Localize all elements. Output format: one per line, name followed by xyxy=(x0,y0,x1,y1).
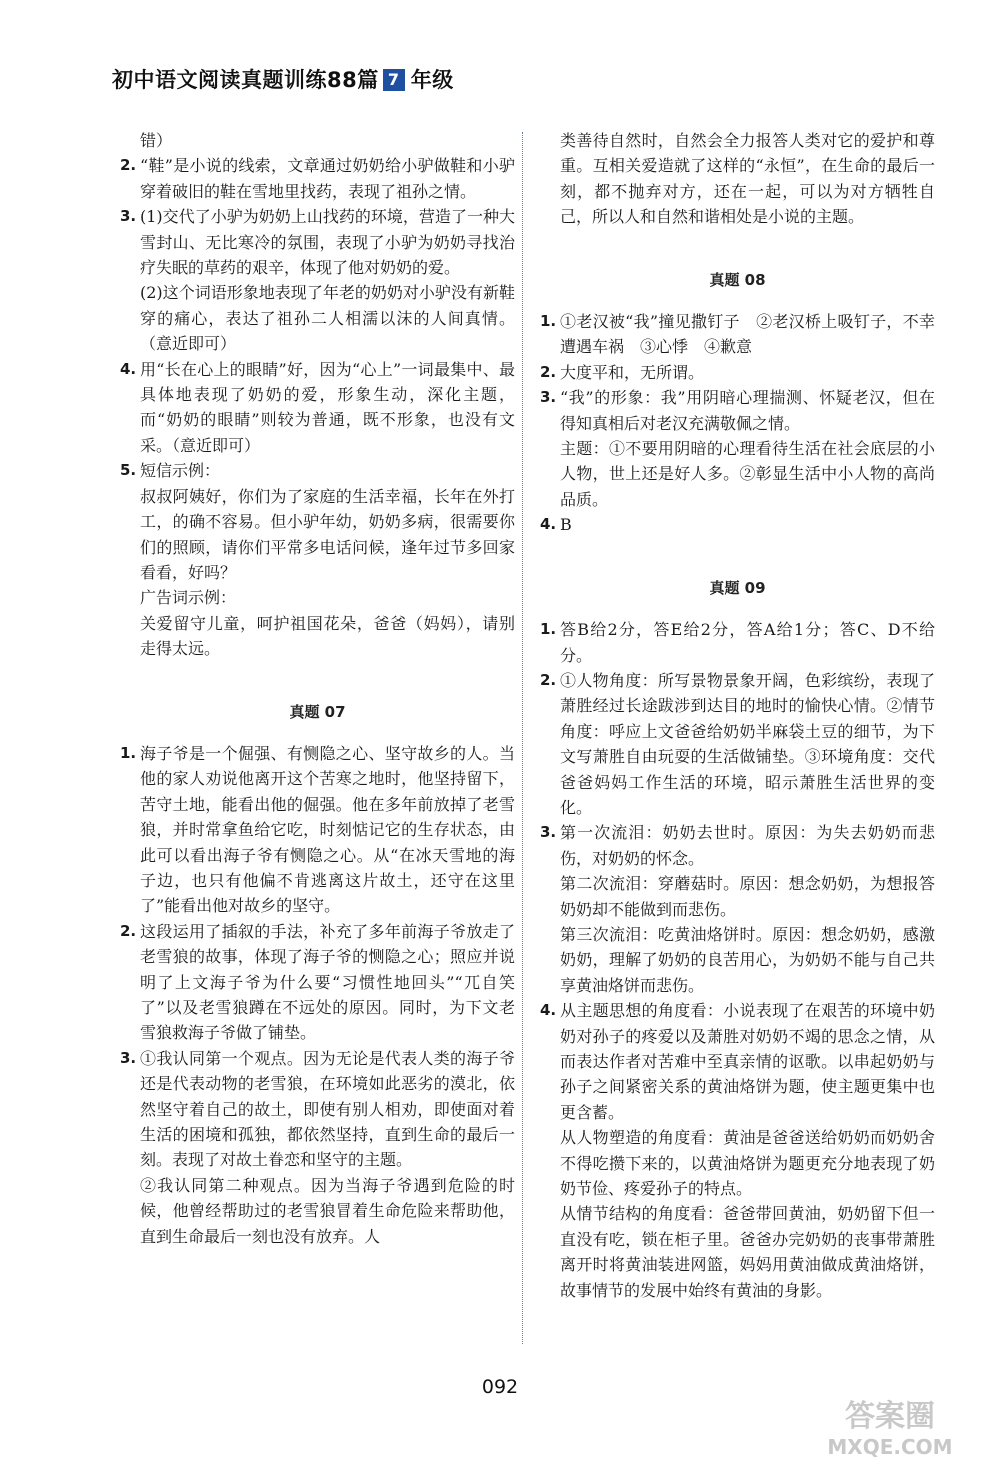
item-paragraph: ②我认同第二种观点。因为当海子爷遇到危险的时候，他曾经帮助过的老雪狼冒着生命危险来帮助他，直到生命最后一刻也没有放弃。人 xyxy=(140,1175,515,1246)
answer-item xyxy=(120,204,515,280)
item-number: 2. xyxy=(540,670,557,689)
watermark-line2: MXQE.COM xyxy=(827,1435,953,1459)
item-paragraph: 叔叔阿姨好，你们为了家庭的生活幸福，长年在外打工，的确不容易。但小驴年幼，奶奶多病，很需要你们的照顾，请你们平常多电话问候，逢年过节多回家看看，好吗？ xyxy=(140,486,515,582)
grade-badge: 7 xyxy=(383,69,405,91)
answer-item xyxy=(120,741,515,919)
item-paragraph: 关爱留守儿童，呵护祖国花朵，爸爸（妈妈），请别走得太远。 xyxy=(140,613,515,659)
item-text: ①人物角度：所写景物景象开阔，色彩缤纷，表现了萧胜经过长途跋涉到达目的地时的愉快心情。②情节角度：呼应上文爸爸给奶奶半麻袋土豆的细节，为下文写萧胜自由玩耍的生活做铺垫。③环境角度：交代爸爸妈妈工作生活的环境，昭示萧胜生活世界的变化。 xyxy=(560,670,935,817)
section-title-09: 真题 09 xyxy=(709,578,766,597)
header-title: 初中语文阅读真题训练88篇 xyxy=(112,68,379,92)
item-text: (1)交代了小驴为奶奶上山找药的环境，营造了一种大雪封山、无比寒冷的氛围，表现了小驴为奶奶寻找治疗失眠的草药的艰辛，体现了他对奶奶的爱。 xyxy=(140,207,515,278)
page-number: 092 xyxy=(481,1376,519,1398)
item-number: 4. xyxy=(540,1001,557,1020)
item-number: 1. xyxy=(120,743,137,762)
answer-item xyxy=(540,998,935,1125)
item-paragraph: 第二次流泪：穿蘑菇时。原因：想念奶奶，为想报答奶奶却不能做到而悲伤。 xyxy=(560,874,935,919)
column-divider xyxy=(522,132,523,1344)
item-number: 3. xyxy=(540,388,557,407)
item-text: 用“长在心上的眼睛”好，因为“心上”一词最集中、最具体地表现了奶奶的爱，形象生动，深化主题，而“奶奶的眼睛”则较为普通，既不形象，也没有文采。（意近即可） xyxy=(140,359,515,455)
item-text: 答B给2分，答E给2分，答A给1分；答C、D不给分。 xyxy=(560,620,935,665)
continued-text: 类善待自然时，自然会全力报答人类对它的爱护和尊重。互相关爱造就了这样的“永恒”，在生命的最后一刻，都不抛弃对方，还在一起，可以为对方牺牲自己，所以人和自然和谐相处是小说的主题。 xyxy=(560,131,935,227)
item-paragraph: 从人物塑造的角度看：黄油是爸爸送给奶奶而奶奶舍不得吃攒下来的，以黄油烙饼为题更充分地表现了奶奶节俭、疼爱孙子的特点。 xyxy=(560,1128,935,1199)
item-number: 3. xyxy=(120,207,137,226)
answer-item xyxy=(540,820,935,871)
answer-item xyxy=(540,617,935,668)
item-number: 1. xyxy=(540,620,557,639)
answer-item xyxy=(540,512,935,537)
answer-item xyxy=(120,357,515,459)
header-grade-suffix: 年级 xyxy=(410,68,454,92)
answer-item xyxy=(120,1046,515,1173)
item-number: 2. xyxy=(120,921,137,940)
item-paragraph: 从情节结构的角度看：爸爸带回黄油，奶奶留下但一直没有吃，锁在柜子里。爸爸办完奶奶的丧事带萧胜离开时将黄油装进网篮，妈妈用黄油做成黄油烙饼，故事情节的发展中始终有黄油的身影。 xyxy=(560,1204,935,1300)
item-text: 大度平和，无所谓。 xyxy=(560,362,705,382)
item-number: 3. xyxy=(540,823,557,842)
item-paragraph: 广告词示例： xyxy=(140,588,237,608)
watermark-line1: 答案圈 xyxy=(845,1399,935,1434)
item-number: 1. xyxy=(540,312,557,331)
answer-item xyxy=(120,919,515,1046)
item-text: “我”的形象：我”用阴暗心理揣测、怀疑老汉，但在得知真相后对老汉充满敬佩之情。 xyxy=(560,388,935,433)
item-text: 这段运用了插叙的手法，补充了多年前海子爷放走了老雪狼的故事，体现了海子爷的恻隐之心；照应并说明了上文海子爷为什么要“习惯性地回头”“兀自笑了”以及老雪狼蹲在不远处的原因。同时，为下文老雪狼救海子爷做了铺垫。 xyxy=(140,921,515,1043)
item-text: ①老汉被“我”撞见撒钉子 ②老汉桥上吸钉子，不幸遭遇车祸 ③心悸 ④歉意 xyxy=(560,312,935,357)
left-column xyxy=(120,128,515,1249)
section-title-07: 真题 07 xyxy=(289,702,346,721)
continued-text: 错） xyxy=(140,131,173,150)
answer-item xyxy=(540,668,935,820)
item-text: B xyxy=(560,515,572,535)
answer-item xyxy=(540,360,935,385)
item-text: 从主题思想的角度看：小说表现了在艰苦的环境中奶奶对孙子的疼爱以及萧胜对奶奶不竭的思念之情，从而表达作者对苦难中至真亲情的讴歌。以串起奶奶与孙子之间紧密关系的黄油烙饼为题，使主题更集中也更含蓄。 xyxy=(560,1001,935,1122)
item-text: ①我认同第一个观点。因为无论是代表人类的海子爷还是代表动物的老雪狼，在环境如此恶劣的漠北，依然坚守着自己的故土，即使有别人相劝，即使面对着生活的困境和孤独，都依然坚持，直到生命的最后一刻。表现了对故土眷恋和坚守的主题。 xyxy=(140,1048,515,1170)
item-number: 3. xyxy=(120,1048,137,1067)
answer-item xyxy=(540,385,935,436)
answer-item xyxy=(120,153,515,204)
item-number: 5. xyxy=(120,461,137,480)
item-paragraph: 主题：①不要用阴暗的心理看待生活在社会底层的小人物，世上还是好人多。②彰显生活中小人物的高尚品质。 xyxy=(560,439,935,509)
answer-item xyxy=(540,309,935,360)
item-text: 海子爷是一个倔强、有恻隐之心、坚守故乡的人。当他的家人劝说他离开这个苦寒之地时，他坚持留下，苦守土地，能看出他的倔强。他在多年前放掉了老雪狼，并时常拿鱼给它吃，时刻惦记它的生存状态，由此可以看出海子爷有恻隐之心。从“在冰天雪地的海子边，也只有他偏不肯逃离这片故土，还守在这里了”能看出他对故乡的坚守。 xyxy=(140,743,515,916)
item-number: 4. xyxy=(540,515,557,534)
right-column xyxy=(540,128,935,1303)
item-text: 第一次流泪：奶奶去世时。原因：为失去奶奶而悲伤，对奶奶的怀念。 xyxy=(560,823,935,868)
item-number: 4. xyxy=(120,359,137,378)
item-text: 短信示例： xyxy=(140,461,221,481)
section-title-08: 真题 08 xyxy=(709,270,766,289)
item-number: 2. xyxy=(120,156,137,175)
item-number: 2. xyxy=(540,362,557,381)
book-header xyxy=(112,64,454,94)
item-text: “鞋”是小说的线索，文章通过奶奶给小驴做鞋和小驴穿着破旧的鞋在雪地里找药，表现了祖孙之情。 xyxy=(140,156,515,201)
watermark-logo xyxy=(790,1392,990,1462)
item-paragraph: (2)这个词语形象地表现了年老的奶奶对小驴没有新鞋穿的痛心，表达了祖孙二人相濡以沫的人间真情。（意近即可） xyxy=(140,283,515,354)
item-paragraph: 第三次流泪：吃黄油烙饼时。原因：想念奶奶，感激奶奶，理解了奶奶的良苦用心，为奶奶不能与自己共享黄油烙饼而悲伤。 xyxy=(560,924,935,995)
answer-item xyxy=(120,458,515,483)
